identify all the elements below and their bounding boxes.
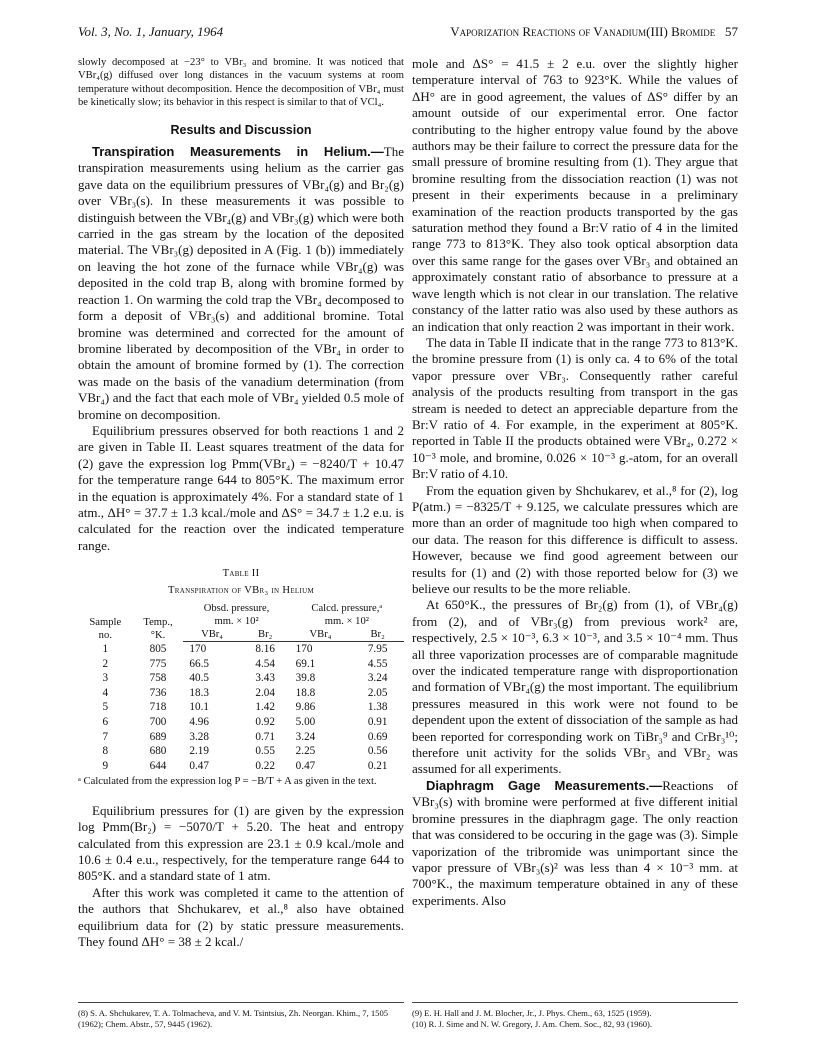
table-cell: 0.21 (367, 759, 388, 772)
left-column (78, 56, 404, 950)
table-cell: 66.5 (189, 657, 209, 670)
paragraph-text: The transpiration measurements using helium as the carrier gas gave data on the equilibrium pressures of VBr₄(g) and Br₂(g) over VBr₃(s). In these measurements it was possible to distinguish between the VBr₄(g) and VBr₃(g) which were both carried in the gas stream by the location of the deposited material. The VBr₃(g) deposited in A (Fig. 1 (b)) immediately on leaving the hot zone of the furnace while VBr₄(g) was deposited in the cold trap B, along with bromine formed by reaction 1. On warming the cold trap the VBr₄ decomposed to form a deposit of VBr₃(s) and additional bromine. Total bromine was determined and corrected for the amount of bromine liberated by decomposition of the VBr₄ in order to obtain the amount of bromine formed by (1). The correction was made on the basis of the vanadium determination (from VBr₄) and the fact that each mole of VBr₄ yielded 0.5 mole of bromine on decomposition. (78, 144, 404, 422)
paragraph-equation: From the equation given by Shchukarev, et al.,⁸ for (2), log P(atm.) = −8325/T + 9.125, we calculate pressures which are more than an order of magnitude too high when compared to our data. The reason for this difference is difficult to assess. However, because we find good agreement between our results for (1) and (2) with those reported below for (3) we believe our results to be the more reliable. (412, 482, 738, 596)
table-cell: 5.00 (295, 715, 316, 728)
table-cell: 1.42 (255, 701, 275, 714)
table-cell: 644 (149, 759, 167, 772)
table-row (78, 730, 404, 745)
table-cell: 170 (295, 643, 313, 655)
table-row (78, 700, 404, 715)
right-column (412, 56, 738, 909)
table-cell: 8 (102, 745, 109, 758)
table-cell: 39.8 (295, 672, 316, 685)
col-calcd-header: Calcd. pressure,ᵃ mm. × 10² (311, 603, 383, 627)
paragraph-transpiration (78, 144, 404, 423)
runin-heading-diaphragm: Diaphragm Gage Measurements.— (426, 777, 663, 793)
table-cell: 3.24 (295, 730, 316, 743)
table-cell: 170 (189, 643, 207, 655)
data-table (78, 602, 404, 773)
paragraph-diaphragm (412, 778, 738, 909)
table-cell: 0.92 (255, 715, 275, 728)
sub-br2-obsd: Br₂ (241, 628, 290, 642)
paragraph-text: Reactions of VBr₃(s) with bromine were performed at five different initial bromine pressures in the diaphragm gage. The only reaction that was considered to be occuring in the gage was (3). Simple vaporization of the tribromide was unimportant since the vapor pressure of VBr₃(s)² was less than 4 × 10⁻³ mm. at 700°K., the maximum temperature obtained in any of these experiments. Also (412, 777, 738, 908)
paragraph-pressures: At 650°K., the pressures of Br₂(g) from (1), of VBr₄(g) from (2), and of VBr₃(g) from previous work² are, respectively, 2.5 × 10⁻³, 6.3 × 10⁻³, and 3.5 × 10⁻⁴ mm. Thus all three vaporization processes are of comparable magnitude over the indicated temperature range with disproportionation and formation of VBr₄(g) the most important. The equilibrium pressures measured in this work were not found to be dependent upon the extent of dissociation of the sample as had been reported for corresponding work on TiBr₃⁹ and CrBr₃¹⁰; therefore unit activity for the solids VBr₃ and VBr₂ was assumed for all experiments. (412, 597, 738, 777)
col-sample-header: Sample no. (89, 616, 122, 641)
paragraph-shchukarev: After this work was completed it came to the attention of the authors that Shchukarev, et al.,⁸ also have obtained equilibrium data for (2) by static pressure measurements. They found ΔH° = 38 ± 2 kcal./ (78, 884, 404, 949)
table-cell: 18.8 (295, 686, 316, 699)
table-cell: 2 (102, 657, 109, 670)
paragraph-bromine: Equilibrium pressures for (1) are given by the expression log Pmm(Br₂) = −5070/T + 5.20. The heat and entropy calculated from this expression are 23.1 ± 0.9 kcal./mole and 10.6 ± 0.4 e.u., respectively, for the temperature range 644 to 805°K. and a standard state of 1 atm. (78, 802, 404, 884)
sub-vbr4-obsd: VBr₄ (183, 628, 240, 642)
references-left (78, 1008, 404, 1030)
paragraph-continued: mole and ΔS° = 41.5 ± 2 e.u. over the slightly higher temperature interval of 763 to 923°K. While the values of ΔH° are in good agreement, the values of ΔS° differ by an amount outside of our experimental error. One factor contributing to the higher entropy value found by the above authors may be their failure to correct the pressure data for the small pressure of bromine resulting from (1). They argue that bromine resulting from the dissociation reaction (1) was not present in their experiments because in a preliminary examination of the reaction products transported by the gas saturation method they found a Br:V ratio of 4 in the limited range 773 to 813°K. They also took optical absorption data over this same range for the gases over VBr₃ and obtained an approximately constant ratio of absorbance to pressure at a wave length which is not clear in our translation. The relative constancy of the latter ratio was also used by these authors as an indication that only reaction 2 was important in their work. (412, 56, 738, 334)
runin-heading: Transpiration Measurements in Helium.— (92, 144, 384, 160)
table-cell: 6 (102, 715, 109, 728)
table-cell: 8.16 (255, 643, 275, 655)
table-cell: 0.55 (255, 745, 275, 758)
table-cell: 9.86 (295, 701, 316, 714)
table-cell: 2.19 (189, 745, 209, 758)
table-cell: 0.47 (189, 759, 209, 772)
table-cell: 736 (149, 686, 167, 699)
running-head (450, 24, 738, 40)
table-cell: 2.04 (255, 686, 275, 699)
table-cell: 2.05 (367, 686, 388, 699)
page-number: 57 (725, 24, 738, 39)
journal-volume: Vol. 3, No. 1, January, 1964 (78, 24, 224, 39)
table-cell: 758 (149, 672, 167, 685)
sub-br2-calcd: Br₂ (351, 628, 404, 642)
table-cell: 4.54 (255, 657, 275, 670)
reference-8: (8) S. A. Shchukarev, T. A. Tolmacheva, and V. M. Tsintsius, Zh. Neorgan. Khim., 7, 1505 (1962); Chem. Abstr., 57, 9445 (1962). (78, 1008, 389, 1029)
table-cell: 0.56 (367, 745, 388, 758)
table-row (78, 744, 404, 759)
table-cell: 0.91 (367, 715, 388, 728)
table-cell: 40.5 (189, 672, 209, 685)
table-cell: 0.71 (255, 730, 275, 743)
page-header (78, 24, 738, 44)
table-cell: 805 (149, 642, 167, 655)
running-title: Vaporization Reactions of Vanadium(III) Bromide (450, 24, 716, 39)
paragraph-table-data: The data in Table II indicate that in the range 773 to 813°K. the bromine pressure from (1) is only ca. 4 to 6% of the total vapor pressure over VBr₃. Consequently rather careful analysis of the products resulting from transport in the gas stream is needed to detect an appreciable departure from the Br:V ratio of 4. For example, in the experiment at 805°K. reported in Table II the products obtained were VBr₄, 0.272 × 10⁻³ mole, and bromine, 0.026 × 10⁻³ g.-atom, for an overall Br:V ratio of 4.10. (412, 334, 738, 482)
table-cell: 700 (149, 715, 167, 728)
table-cell: 9 (102, 759, 109, 772)
table-cell: 18.3 (189, 686, 209, 699)
col-temp-header: Temp., °K. (143, 616, 173, 641)
table-cell: 4.55 (367, 657, 388, 670)
footnote-rule-left (78, 1002, 404, 1003)
table-row (78, 671, 404, 686)
table-title: Table II (222, 568, 260, 580)
intro-paragraph: slowly decomposed at −23° to VBr₃ and bromine. It was noticed that VBr₄(g) diffused over long distances in the vacuum systems at room temperature without decomposition. Hence the decomposition of VBr₄ must be kinetically slow; its behavior in this respect is similar to that of VCl₄. (78, 57, 404, 109)
table-ii (78, 566, 404, 789)
col-obsd-header: Obsd. pressure, mm. × 10² (203, 603, 270, 627)
table-cell: 718 (149, 701, 167, 714)
table-row (78, 686, 404, 701)
table-cell: 3.43 (255, 672, 275, 685)
section-heading: Results and Discussion (170, 122, 312, 137)
table-cell: 3 (102, 672, 109, 685)
table-cell: 3.24 (367, 672, 388, 685)
table-cell: 0.22 (255, 759, 275, 772)
table-cell: 1.38 (367, 701, 388, 714)
table-subtitle: Transpiration of VBr₃ in Helium (168, 584, 314, 596)
table-row (78, 642, 404, 657)
references-right (412, 1008, 738, 1030)
table-cell: 10.1 (189, 701, 209, 714)
reference-10: (10) R. J. Sime and N. W. Gregory, J. Am. Chem. Soc., 82, 93 (1960). (412, 1019, 653, 1029)
table-row (78, 657, 404, 672)
table-footnote: ᵃ Calculated from the expression log P = −B/T + A as given in the text. (78, 776, 377, 788)
table-cell: 4.96 (189, 715, 209, 728)
table-body (78, 642, 404, 774)
sub-vbr4-calcd: VBr₄ (290, 628, 352, 642)
table-cell: 7.95 (367, 643, 388, 655)
table-cell: 775 (149, 657, 167, 670)
paragraph-equilibrium: Equilibrium pressures observed for both reactions 1 and 2 are given in Table II. Least squares treatment of the data for (2) gave the expression log Pmm(VBr₄) = −8240/T + 10.47 for the temperature range 644 to 805°K. The maximum error in the equation is approximately 4%. For a standard state of 1 atm., ΔH° = 37.7 ± 1.3 kcal./mole and ΔS° = 34.7 ± 1.2 e.u. is calculated for the reaction over the indicated temperature range. (78, 422, 404, 553)
table-row (78, 759, 404, 774)
table-cell: 0.69 (367, 730, 388, 743)
table-cell: 689 (149, 730, 167, 743)
reference-9: (9) E. H. Hall and J. M. Blocher, Jr., J. Phys. Chem., 63, 1525 (1959). (412, 1008, 652, 1018)
table-cell: 1 (102, 642, 109, 655)
table-cell: 4 (102, 686, 109, 699)
table-cell: 3.28 (189, 730, 209, 743)
table-cell: 5 (102, 701, 109, 714)
table-cell: 69.1 (295, 657, 316, 670)
table-cell: 2.25 (295, 745, 316, 758)
table-cell: 7 (102, 730, 109, 743)
footnote-rule-right (412, 1002, 738, 1003)
table-cell: 0.47 (295, 759, 316, 772)
table-row (78, 715, 404, 730)
table-cell: 680 (149, 745, 167, 758)
